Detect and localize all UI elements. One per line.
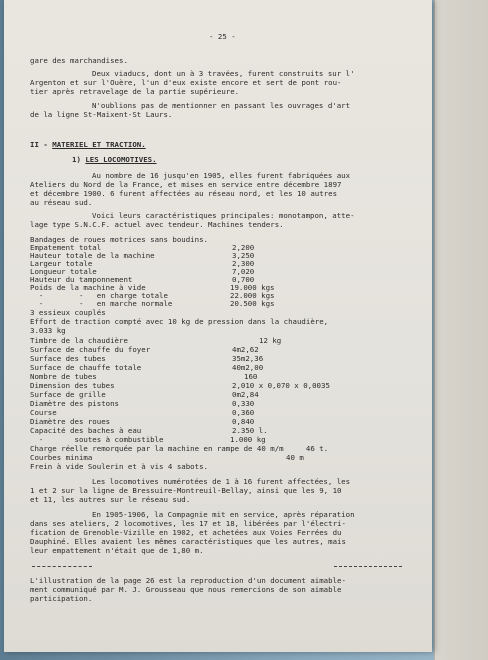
courbes-value: 40 m <box>286 453 304 462</box>
para4-line-1: En 1905-1906, la Compagnie mit en service, après réparation <box>92 510 355 519</box>
para1-line-4: au réseau sud. <box>30 198 93 207</box>
spec-value: 3,250 <box>232 251 255 260</box>
spec-label: Nombre de tubes <box>30 372 97 381</box>
spec-label: Hauteur totale de la machine <box>30 251 155 260</box>
viaducts-line-1: Deux viaducs, dont un à 3 travées, furent construits sur l' <box>92 69 355 78</box>
spec-value: 160 <box>244 372 258 381</box>
intro-line: gare des marchandises. <box>30 56 128 65</box>
spec-label: Course <box>30 408 57 417</box>
spec-value: 0,840 <box>232 417 255 426</box>
spec-value: 0,360 <box>232 408 255 417</box>
spec-label: Diamètre des roues <box>30 417 111 426</box>
spec-label: 3 essieux couplés <box>30 308 106 317</box>
para3-line-2: 1 et 2 sur la ligne de Bressuire-Montreuil-Bellay, ainsi que les 9, 10 <box>30 486 342 495</box>
traction-line-2: 3.033 kg <box>30 326 66 335</box>
spec-label: Timbre de la chaudière <box>30 336 128 345</box>
footnote-line-3: participation. <box>30 594 93 603</box>
viaducts-line-2: Argenton et sur l'Ouère, l'un d'eux existe encore et sert de pont rou- <box>30 78 342 87</box>
spec-label: Hauteur du tamponnement <box>30 275 133 284</box>
separator-dashes-left <box>32 566 92 567</box>
spec-label: Diamètre des pistons <box>30 399 119 408</box>
spec-value: 0,330 <box>232 399 255 408</box>
spec-value: 20.500 kgs <box>230 299 275 308</box>
spec-label: Largeur totale <box>30 259 93 268</box>
spec-label: Surface de grille <box>30 390 106 399</box>
para1-line-2: Ateliers du Nord de la France, et mises en service entre décembre 1897 <box>30 180 342 189</box>
separator-dashes-right <box>334 566 402 567</box>
spec-label: Dimension des tubes <box>30 381 115 390</box>
spec-label: Surface de chauffe totale <box>30 363 142 372</box>
para4-line-3: fication de Grenoble-Vizille en 1902, et achetées aux Voies Ferrées du <box>30 528 342 537</box>
spec-value: 2,010 x 0,070 x 0,0035 <box>232 381 330 390</box>
page-number: - 25 - <box>209 32 236 41</box>
spec-value: 0,700 <box>232 275 255 284</box>
traction-line-1: Effort de traction compté avec 10 kg de pression dans la chaudière, <box>30 317 329 326</box>
spec-label: Bandages de roues motrices sans boudins. <box>30 235 208 244</box>
subsection-heading: 1) LES LOCOMOTIVES. <box>72 155 157 164</box>
spec-value: 2,300 <box>232 259 255 268</box>
ouvrages-line-1: N'oublions pas de mentionner en passant les ouvrages d'art <box>92 101 351 110</box>
para2-line-2: lage type S.N.C.F. actuel avec tendeur. Machines tenders. <box>30 220 284 229</box>
para1-line-3: et décembre 1900. 6 furent affectées au réseau nord, et les 10 autres <box>30 189 338 198</box>
document-page <box>4 0 432 652</box>
spec-value: 22.000 kgs <box>230 291 275 300</box>
spec-value: 1.000 kg <box>230 435 266 444</box>
spec-label: - - en marche normale <box>30 299 173 308</box>
spec-label: Longueur totale <box>30 267 97 276</box>
charge-line: Charge réelle remorquée par la machine en rampe de 40 m/m 46 t. <box>30 444 329 453</box>
section-heading: II - MATERIEL ET TRACTION. <box>30 140 146 149</box>
spec-label: Poids de la machine à vide <box>30 283 146 292</box>
para3-line-1: Les locomotives numérotées de 1 à 16 furent affectées, les <box>92 477 351 486</box>
spec-value: 7,020 <box>232 267 255 276</box>
spec-label: Empatement total <box>30 243 102 252</box>
spec-label: - soutes à combustible <box>30 435 164 444</box>
spec-value: 40m2,00 <box>232 363 264 372</box>
footnote-line-1: L'illustration de la page 26 est la reproduction d'un document aimable- <box>30 576 346 585</box>
spec-value: 2,200 <box>232 243 255 252</box>
courbes-label: Courbes minima <box>30 453 93 462</box>
para2-line-1: Voici leurs caractéristiques principales: monotampon, atte- <box>92 211 355 220</box>
footnote-line-2: ment communiqué par M. J. Grousseau que nous remercions de son aimable <box>30 585 342 594</box>
spec-value: 12 kg <box>259 336 282 345</box>
spec-label: Surface de chauffe du foyer <box>30 345 151 354</box>
spec-label: Surface des tubes <box>30 354 106 363</box>
para3-line-3: et 11, les autres sur le réseau sud. <box>30 495 191 504</box>
adjacent-page-edge <box>434 0 488 660</box>
spec-value: 4m2,62 <box>232 345 259 354</box>
para4-line-4: Dauphiné. Elles avaient les mêmes caractéristiques que les autres, mais <box>30 537 346 546</box>
spec-label: Capacité des baches à eau <box>30 426 142 435</box>
ouvrages-line-2: de la ligne St-Maixent-St Laurs. <box>30 110 173 119</box>
spec-value: 2.350 l. <box>232 426 268 435</box>
spec-value: 19.000 kgs <box>230 283 275 292</box>
viaducts-line-3: tier après retravelage de la partie supérieure. <box>30 87 240 96</box>
spec-label: - - en charge totale <box>30 291 168 300</box>
frein-line: Frein à vide Soulerin et à vis 4 sabots. <box>30 462 208 471</box>
para1-line-1: Au nombre de 16 jusqu'en 1905, elles furent fabriquées aux <box>92 171 351 180</box>
spec-value: 0m2,84 <box>232 390 259 399</box>
para4-line-2: dans ses ateliers, 2 locomotives, les 17 et 18, libérées par l'électri- <box>30 519 346 528</box>
spec-value: 35m2,36 <box>232 354 264 363</box>
para4-line-5: leur empattement n'était que de 1,80 m. <box>30 546 204 555</box>
